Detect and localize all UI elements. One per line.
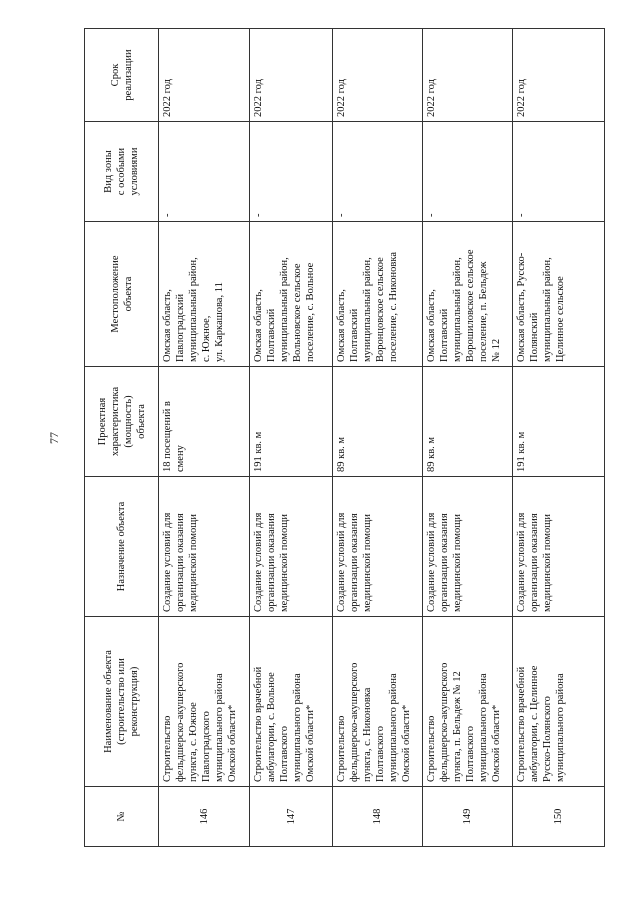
object-name-line: Омской области* (227, 704, 238, 782)
location-line: Воронцовское сельское (375, 257, 386, 362)
location-cell (513, 222, 605, 367)
row-number: 149 (423, 787, 513, 847)
header-capacity-line: (мощность) (122, 395, 134, 448)
object-name-line: Русско-Полянского (542, 696, 553, 782)
capacity-cell (423, 367, 513, 477)
capacity-cell (333, 367, 423, 477)
purpose-line: Создание условий для (426, 512, 437, 612)
object-name-line: Строительство врачебной (253, 666, 264, 782)
header-zone (85, 122, 159, 222)
header-location-line: Местоположение (109, 255, 121, 333)
purpose-line: Создание условий для (162, 512, 173, 612)
object-name-line: Омской области* (491, 704, 502, 782)
location-line: Омская область, Русско- (516, 252, 527, 362)
object-name-line: муниципального района (478, 673, 489, 782)
object-name-line: амбулатории, с. Вольное (266, 672, 277, 782)
capacity-cell (159, 367, 250, 477)
location-line: Вольновское сельское (292, 263, 303, 362)
purpose-line: Создание условий для (516, 512, 527, 612)
location-line: поселение, с. Никоновка (388, 252, 399, 362)
object-name-line: фельдшерско-акушерского (439, 662, 450, 782)
location-line: Полтавский (349, 308, 360, 362)
object-name-line: муниципального района (214, 673, 225, 782)
object-name-line: пункта, с. Никоновка (362, 687, 373, 782)
object-name-line: Строительство врачебной (516, 666, 527, 782)
header-name-line: Наименование объекта (103, 650, 114, 753)
object-name-line: муниципального района (292, 673, 303, 782)
term-cell: 2022 год (513, 29, 605, 122)
capacity-line: 89 кв. м (336, 436, 347, 472)
purpose-line: организации оказания (529, 513, 540, 612)
location-line: муниципальный район, (279, 257, 290, 362)
location-cell (333, 222, 423, 367)
object-name-line: Омской области* (305, 704, 316, 782)
header-purpose: Назначение объекта (85, 477, 159, 617)
header-zone-line: Вид зоны (103, 150, 114, 193)
location-line: Омская область, (426, 289, 437, 362)
table-row (333, 29, 423, 847)
zone-cell: - (333, 122, 423, 222)
object-name-line: фельдшерско-акушерского (349, 662, 360, 782)
page-number: 77 (47, 432, 61, 444)
header-zone-line: с особыми (116, 147, 127, 196)
term-cell: 2022 год (250, 29, 333, 122)
capacity-line: 191 кв. м (516, 431, 527, 472)
purpose-line: медицинской помощи (188, 514, 199, 612)
location-line: поселение, п. Бельдеж (478, 261, 489, 362)
zone-cell: - (423, 122, 513, 222)
capacity-cell (250, 367, 333, 477)
object-name-line: Полтавского (279, 726, 290, 782)
location-line: муниципальный район, (188, 257, 199, 362)
purpose-cell (333, 477, 423, 617)
object-name-line: муниципального района (555, 673, 566, 782)
capacity-line: 191 кв. м (253, 431, 264, 472)
object-name-cell (250, 617, 333, 787)
row-number: 146 (159, 787, 250, 847)
purpose-line: Создание условий для (253, 512, 264, 612)
header-zone-line: условиями (129, 147, 140, 196)
location-line: Омская область, (162, 289, 173, 362)
location-line: Омская область, (336, 289, 347, 362)
header-capacity (85, 367, 159, 477)
purpose-line: организации оказания (266, 513, 277, 612)
header-capacity-line: характеристика (109, 386, 121, 457)
capacity-line: 18 посещений в (162, 401, 173, 472)
location-line: с. Южное, (201, 315, 212, 362)
purpose-line: организации оказания (349, 513, 360, 612)
location-line: Полтавский (439, 308, 450, 362)
object-name-cell (513, 617, 605, 787)
object-name-line: Строительство (162, 715, 173, 782)
header-location (85, 222, 159, 367)
object-name-cell (333, 617, 423, 787)
object-name-line: Омской области* (401, 704, 412, 782)
header-term-line: Срок (109, 63, 121, 87)
table-row (423, 29, 513, 847)
rotated-table-container (84, 29, 604, 847)
object-name-line: Полтавского (465, 726, 476, 782)
header-term-line: реализации (122, 49, 134, 101)
zone-cell: - (250, 122, 333, 222)
header-location-line: объекта (122, 276, 134, 312)
objects-table (84, 28, 605, 847)
capacity-cell (513, 367, 605, 477)
object-name-line: пункта, с. Южное (188, 702, 199, 782)
term-cell: 2022 год (423, 29, 513, 122)
location-cell (159, 222, 250, 367)
object-name-line: амбулатории, с. Целинное (529, 665, 540, 782)
location-cell (423, 222, 513, 367)
location-line: Павлоградский (175, 293, 186, 362)
capacity-line: 89 кв. м (426, 436, 437, 472)
object-name-line: муниципального района (388, 673, 399, 782)
object-name-cell (423, 617, 513, 787)
purpose-line: медицинской помощи (542, 514, 553, 612)
purpose-line: Создание условий для (336, 512, 347, 612)
location-line: муниципальный район, (542, 257, 553, 362)
object-name-line: Павлоградского (201, 711, 212, 782)
header-capacity-line: объекта (135, 404, 147, 439)
purpose-line: организации оказания (175, 513, 186, 612)
object-name-line: фельдшерско-акушерского (175, 662, 186, 782)
row-number: 148 (333, 787, 423, 847)
purpose-line: медицинской помощи (279, 514, 290, 612)
purpose-line: медицинской помощи (452, 514, 463, 612)
row-number: 147 (250, 787, 333, 847)
location-line: № 12 (491, 338, 502, 362)
location-line: муниципальный район, (452, 257, 463, 362)
object-name-cell (159, 617, 250, 787)
location-line: Полянский (529, 312, 540, 362)
purpose-cell (423, 477, 513, 617)
location-line: муниципальный район, (362, 257, 373, 362)
location-line: поселение, с. Вольное (305, 262, 316, 362)
object-name-line: пункта, п. Бельдеж № 12 (452, 671, 463, 782)
header-term (85, 29, 159, 122)
location-line: Целинное сельское (555, 276, 566, 362)
purpose-cell (159, 477, 250, 617)
location-line: ул. Каркашова, 11 (214, 282, 225, 362)
header-name (85, 617, 159, 787)
location-line: Полтавский (266, 308, 277, 362)
row-number: 150 (513, 787, 605, 847)
zone-cell: - (159, 122, 250, 222)
table-row (513, 29, 605, 847)
purpose-line: организации оказания (439, 513, 450, 612)
table-row (250, 29, 333, 847)
object-name-line: Полтавского (375, 726, 386, 782)
header-capacity-line: Проектная (96, 397, 108, 446)
table-row (159, 29, 250, 847)
location-line: Ворошиловское сельское (465, 249, 476, 362)
header-name-line: (строительство или (116, 658, 127, 745)
location-line: Омская область, (253, 289, 264, 362)
object-name-line: Строительство (336, 715, 347, 782)
purpose-line: медицинской помощи (362, 514, 373, 612)
header-name-line: реконструкция) (129, 666, 140, 737)
location-cell (250, 222, 333, 367)
zone-cell: - (513, 122, 605, 222)
term-cell: 2022 год (159, 29, 250, 122)
term-cell: 2022 год (333, 29, 423, 122)
purpose-cell (513, 477, 605, 617)
header-num: № (85, 787, 159, 847)
capacity-line: смену (175, 445, 186, 472)
header-row (85, 29, 159, 847)
purpose-cell (250, 477, 333, 617)
object-name-line: Строительство (426, 715, 437, 782)
